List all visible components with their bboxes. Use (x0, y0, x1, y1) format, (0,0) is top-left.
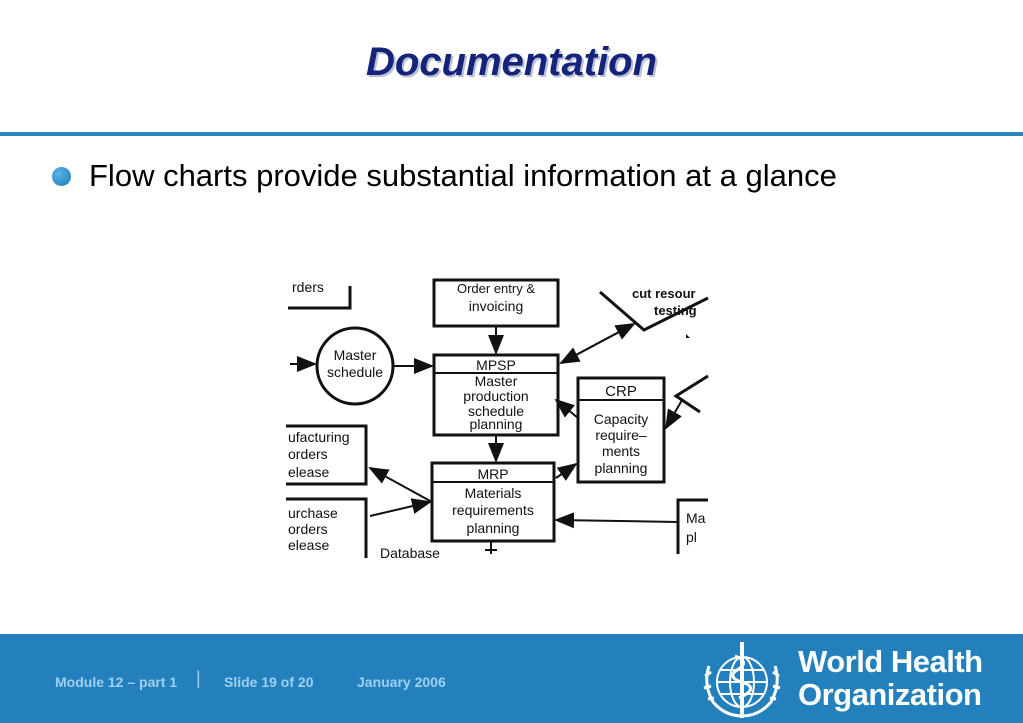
top-left-box-label: rders (292, 279, 324, 295)
database-label: Database (380, 545, 440, 561)
mfg-label-3: elease (288, 464, 330, 480)
right-partial-box (678, 500, 708, 554)
footer-module: Module 12 – part 1 (55, 674, 178, 690)
flowchart-diagram (288, 279, 706, 561)
diamond-label-1: cut resour (632, 286, 696, 301)
mpsp-label-3: schedule (467, 403, 525, 419)
order-entry-label-2: invoicing (468, 298, 524, 314)
slide-title: Documentation (365, 40, 658, 84)
footer-slide-number: Slide 19 of 20 (224, 674, 314, 690)
who-name-line-2: Organization (798, 677, 982, 712)
mpsp-label-2: production (463, 388, 529, 404)
who-name-line-1: World Health (798, 644, 983, 679)
footer-separator: | (196, 668, 201, 688)
purchase-label-2: orders (288, 521, 328, 537)
master-label-1: Master (333, 347, 377, 363)
purchase-label-3: elease (288, 537, 330, 553)
crp-label-3: ments (601, 443, 641, 459)
purchase-orders-box (286, 499, 366, 558)
bullet-item (52, 158, 837, 194)
crp-label-2: require– (595, 427, 647, 443)
who-emblem-icon (695, 636, 791, 720)
testing-diamond (600, 286, 708, 338)
mrp-label-2: requirements (452, 502, 534, 518)
diamond-label-2: testing (654, 303, 697, 318)
purchase-label-1: urchase (288, 505, 338, 521)
mrp-label-3: planning (466, 520, 520, 536)
manufacturing-orders-box (286, 426, 366, 484)
mpsp-label-1: Master (474, 373, 518, 389)
title-divider (0, 132, 1023, 136)
top-left-box (288, 279, 350, 308)
right-chevron-shape (676, 376, 708, 412)
bullet-text: Flow charts provide substantial information at a glance (89, 158, 837, 193)
right-box-label-1: Ma (686, 510, 706, 526)
mpsp-box (434, 355, 558, 435)
crp-label-1: Capacity (593, 411, 649, 427)
footer-date: January 2006 (357, 674, 446, 690)
order-entry-box (434, 280, 558, 326)
mfg-label-2: orders (288, 446, 328, 462)
order-entry-label-1: Order entry & (456, 281, 536, 296)
bullet-dot-icon (52, 167, 71, 186)
right-box-label-2: pl (686, 529, 697, 545)
mfg-label-1: ufacturing (288, 429, 350, 445)
mrp-header: MRP (477, 466, 509, 482)
mrp-label-1: Materials (464, 485, 522, 501)
flowchart-image (288, 279, 706, 561)
mrp-box (432, 463, 554, 541)
master-schedule-circle (317, 328, 393, 404)
crp-box (578, 378, 664, 482)
crp-header: CRP (605, 383, 637, 400)
mpsp-header: MPSP (476, 357, 516, 373)
mpsp-label-4: planning (469, 416, 523, 432)
crp-label-4: planning (594, 460, 648, 476)
master-label-2: schedule (326, 364, 384, 380)
who-logo-text (798, 645, 983, 711)
